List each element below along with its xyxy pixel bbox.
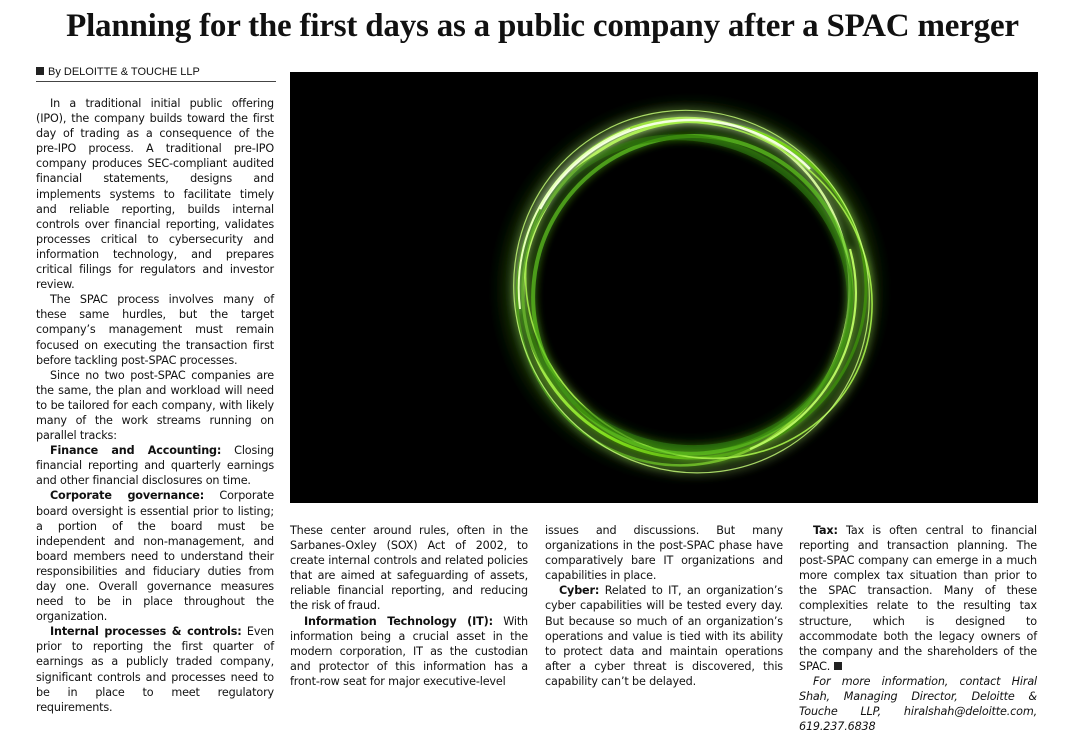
byline-square-icon bbox=[36, 67, 44, 75]
glowing-green-ring-icon bbox=[290, 72, 1038, 503]
byline bbox=[36, 66, 276, 82]
paragraph-body: Tax is often central to financial reporting and transaction planning. The post-SPAC company can emerge in a much more complex tax situation than prior to the SPAC transaction. Many of these complexities relate to the resulting tax structure, which is designed to accommodate both the legacy owners of the company and the shareholders of the SPAC. bbox=[799, 524, 1037, 673]
subhead: Corporate governance: bbox=[50, 489, 205, 503]
paragraph: Since no two post-SPAC companies are the same, the plan and workload will need to be tailored for each company, with likely many of the work streams running on parallel tracks: bbox=[36, 368, 274, 443]
paragraph: In a traditional initial public offering (IPO), the company builds toward the first day of trading as a consequence of the pre-IPO process. A traditional pre-IPO company produces SEC-compliant audited financial statements, designs and implements systems to facilitate timely and reliable reporting, builds internal controls over financial reporting, validates processes critical to cybersecurity and information technology, and prepares critical filings for regulators and investor review. bbox=[36, 97, 274, 292]
paragraph bbox=[545, 583, 783, 689]
paragraph bbox=[36, 624, 274, 715]
column-4 bbox=[799, 523, 1037, 734]
end-mark-icon bbox=[834, 662, 842, 670]
paragraph: These center around rules, often in the Sarbanes-Oxley (SOX) Act of 2002, to create internal controls and related policies that are aimed at safeguarding of assets, reliable financial reporting, and reducing the risk of fraud. bbox=[290, 524, 528, 613]
article-photo bbox=[290, 72, 1038, 503]
contact-info: For more information, contact Hiral Shah, Managing Director, Deloitte & Touche LLP, hiralshah@deloitte.com, 619.237.6838 bbox=[799, 674, 1037, 734]
paragraph bbox=[36, 488, 274, 624]
paragraph bbox=[799, 523, 1037, 674]
headline: Planning for the first days as a public company after a SPAC merger bbox=[66, 8, 1019, 44]
subhead: Cyber: bbox=[559, 584, 600, 598]
paragraph-body: With information being a crucial asset in the modern corporation, IT as the custodian and protector of this information has a front-row seat for major executive-level bbox=[290, 614, 528, 688]
paragraph bbox=[36, 443, 274, 488]
subhead: Information Technology (IT): bbox=[304, 614, 493, 628]
byline-text: By DELOITTE & TOUCHE LLP bbox=[48, 66, 200, 78]
paragraph-body: Corporate board oversight is essential prior to listing; a portion of the board must be independent and non-management, and board members need to understand their responsibilities and fiduciary duties from day one. Overall governance measures need to be in place throughout the organization. bbox=[36, 489, 275, 624]
paragraph-body: Related to IT, an organization’s cyber capabilities will be tested every day. But because so much of an organization’s operations and value is tied with its ability to protect data and maintain operations after a cyber threat is discovered, this capability can’t be delayed. bbox=[545, 584, 783, 688]
column-2 bbox=[290, 523, 528, 689]
paragraph: issues and discussions. But many organizations in the post-SPAC phase have comparatively bare IT organizations and capabilities in place. bbox=[545, 524, 783, 583]
column-3 bbox=[545, 523, 783, 689]
subhead: Internal processes & controls: bbox=[50, 625, 242, 639]
column-1 bbox=[36, 96, 274, 715]
subhead: Finance and Accounting: bbox=[50, 444, 222, 458]
paragraph-body: Closing financial reporting and quarterly earnings and other financial disclosures on time. bbox=[36, 444, 274, 488]
subhead: Tax: bbox=[813, 524, 838, 537]
paragraph bbox=[290, 614, 528, 689]
paragraph: The SPAC process involves many of these same hurdles, but the target company’s management must remain focused on executing the transaction first before tackling post-SPAC processes. bbox=[36, 293, 274, 367]
paragraph-body: Even prior to reporting the first quarter of earnings as a publicly traded company, significant controls and processes need to be in place to meet regulatory requirements. bbox=[36, 625, 274, 714]
